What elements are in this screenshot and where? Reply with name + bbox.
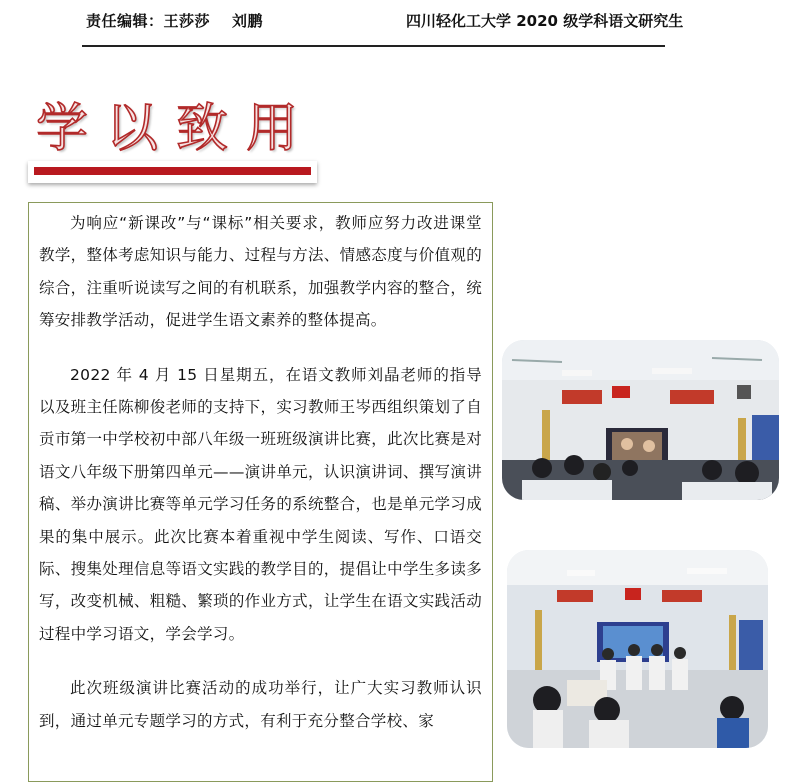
- header-rule: [82, 45, 665, 47]
- paragraph-2: 2022 年 4 月 15 日星期五，在语文教师刘晶老师的指导以及班主任陈柳俊老师的支持下，实习教师王岑西组织策划了自贡市第一中学校初中部八年级一班班级演讲比赛，此次比赛是对语文八年级下册第四单元——演讲单元，认识演讲词、撰写演讲稿、举办演讲比赛等单元学习任务的系统整合，也是单元学习成果的集中展示。此次比赛本着重视中学生阅读、写作、口语交际、搜集处理信息等语文实践的教学目的，提倡让中学生多读多写，改变机械、粗糙、繁琐的作业方式，让学生在语文实践活动过程中学习语文，学会学习。: [39, 365, 482, 643]
- paragraph-1: 为响应“新课改”与“课标”相关要求，教师应努力改进课堂教学，整体考虑知识与能力、过程与方法、情感态度与价值观的综合，注重听说读写之间的有机联系，加强教学内容的整合，统筹安排教学活动，促进学生语文素养的整体提高。: [39, 214, 482, 330]
- section-title: 学以致用: [36, 99, 317, 159]
- classroom-photo-1-image: [502, 340, 779, 500]
- classroom-photo-1: [502, 340, 779, 500]
- editors-line: [86, 10, 263, 31]
- editors-label: 责任编辑：王莎莎: [86, 12, 211, 30]
- title-underline: [28, 161, 317, 183]
- classroom-photo-2: [507, 550, 768, 748]
- title-red-bar: [34, 167, 311, 175]
- article-text-box: [28, 202, 493, 782]
- editor-name-2: 刘鹏: [232, 12, 264, 30]
- institution-name: 四川轻化工大学 2020 级学科语文研究生: [406, 12, 684, 30]
- classroom-photo-2-image: [507, 550, 768, 748]
- paragraph-3: 此次班级演讲比赛活动的成功举行，让广大实习教师认识到，通过单元专题学习的方式，有利于充分整合学校、家: [39, 679, 482, 730]
